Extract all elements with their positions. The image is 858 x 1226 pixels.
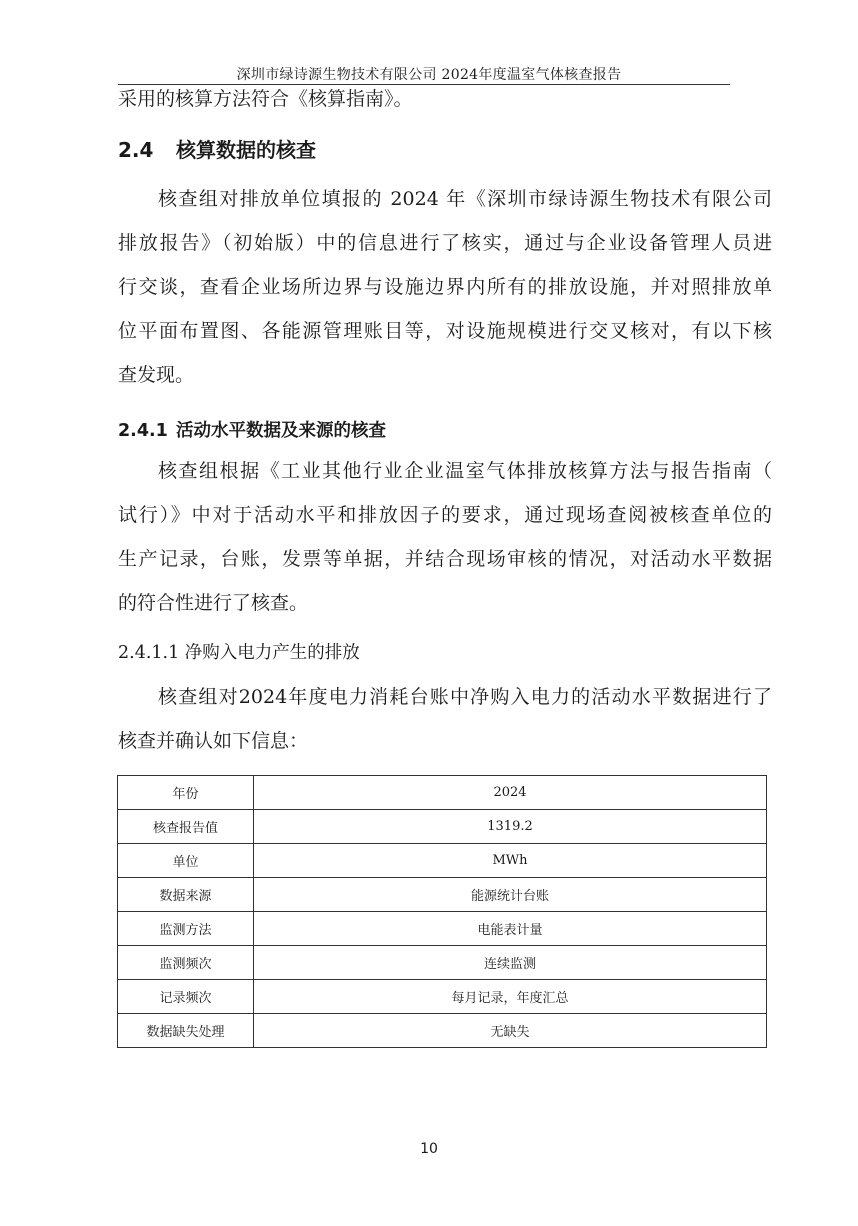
paragraph-line: 查发现。 [118, 364, 195, 386]
table-row [118, 980, 767, 1014]
page-number: 10 [420, 1141, 438, 1157]
activity-data-table [117, 775, 767, 1048]
paragraph-line: 位平面布置图、各能源管理账目等，对设施规模进行交叉核对，有以下核 [118, 320, 772, 342]
paragraph-line: 核查组对2024年度电力消耗台账中净购入电力的活动水平数据进行了 [158, 686, 772, 708]
table-row [118, 844, 767, 878]
table-row [118, 878, 767, 912]
table-row [118, 912, 767, 946]
section-heading-2-4-1-1: 2.4.1.1 净购入电力产生的排放 [118, 643, 360, 663]
paragraph-line: 核查组根据《工业其他行业企业温室气体排放核算方法与报告指南（ [158, 460, 772, 482]
table-row [118, 946, 767, 980]
running-header: 深圳市绿诗源生物技术有限公司 2024年度温室气体核查报告 [236, 67, 622, 83]
paragraph-line: 行交谈，查看企业场所边界与设施边界内所有的排放设施，并对照排放单 [118, 276, 772, 298]
paragraph-line: 生产记录，台账，发票等单据，并结合现场审核的情况，对活动水平数据 [118, 548, 772, 570]
section-heading-2-4 [118, 134, 316, 163]
row-label: 年份 [118, 776, 254, 810]
row-value: 每月记录，年度汇总 [254, 980, 767, 1014]
row-value: 2024 [254, 776, 767, 810]
paragraph-line: 试行）》中对于活动水平和排放因子的要求，通过现场查阅被核查单位的 [118, 504, 772, 526]
row-label: 监测方法 [118, 912, 254, 946]
table-row [118, 776, 767, 810]
row-label: 监测频次 [118, 946, 254, 980]
row-value: 无缺失 [254, 1014, 767, 1048]
row-value: 连续监测 [254, 946, 767, 980]
section-number: 2.4.1 [118, 421, 168, 441]
paragraph-line: 核查并确认如下信息： [118, 730, 309, 752]
row-label: 记录频次 [118, 980, 254, 1014]
row-value: 电能表计量 [254, 912, 767, 946]
section-title: 活动水平数据及来源的核查 [176, 421, 386, 441]
paragraph-line: 核查组对排放单位填报的 2024 年《深圳市绿诗源生物技术有限公司 [158, 188, 772, 210]
row-label: 数据缺失处理 [118, 1014, 254, 1048]
row-label: 核查报告值 [118, 810, 254, 844]
section-heading-2-4-1 [118, 417, 386, 442]
header-rule [118, 84, 730, 85]
carryover-line: 采用的核算方法符合《核算指南》。 [118, 88, 413, 110]
section-title: 核算数据的核查 [176, 138, 316, 162]
section-number: 2.4 [118, 138, 154, 162]
row-label: 单位 [118, 844, 254, 878]
row-value: MWh [254, 844, 767, 878]
paragraph-line: 的符合性进行了核查。 [118, 592, 309, 614]
row-value: 能源统计台账 [254, 878, 767, 912]
table-row [118, 810, 767, 844]
row-value: 1319.2 [254, 810, 767, 844]
paragraph-line: 排放报告》（初始版）中的信息进行了核实，通过与企业设备管理人员进 [118, 232, 772, 254]
table-row [118, 1014, 767, 1048]
row-label: 数据来源 [118, 878, 254, 912]
